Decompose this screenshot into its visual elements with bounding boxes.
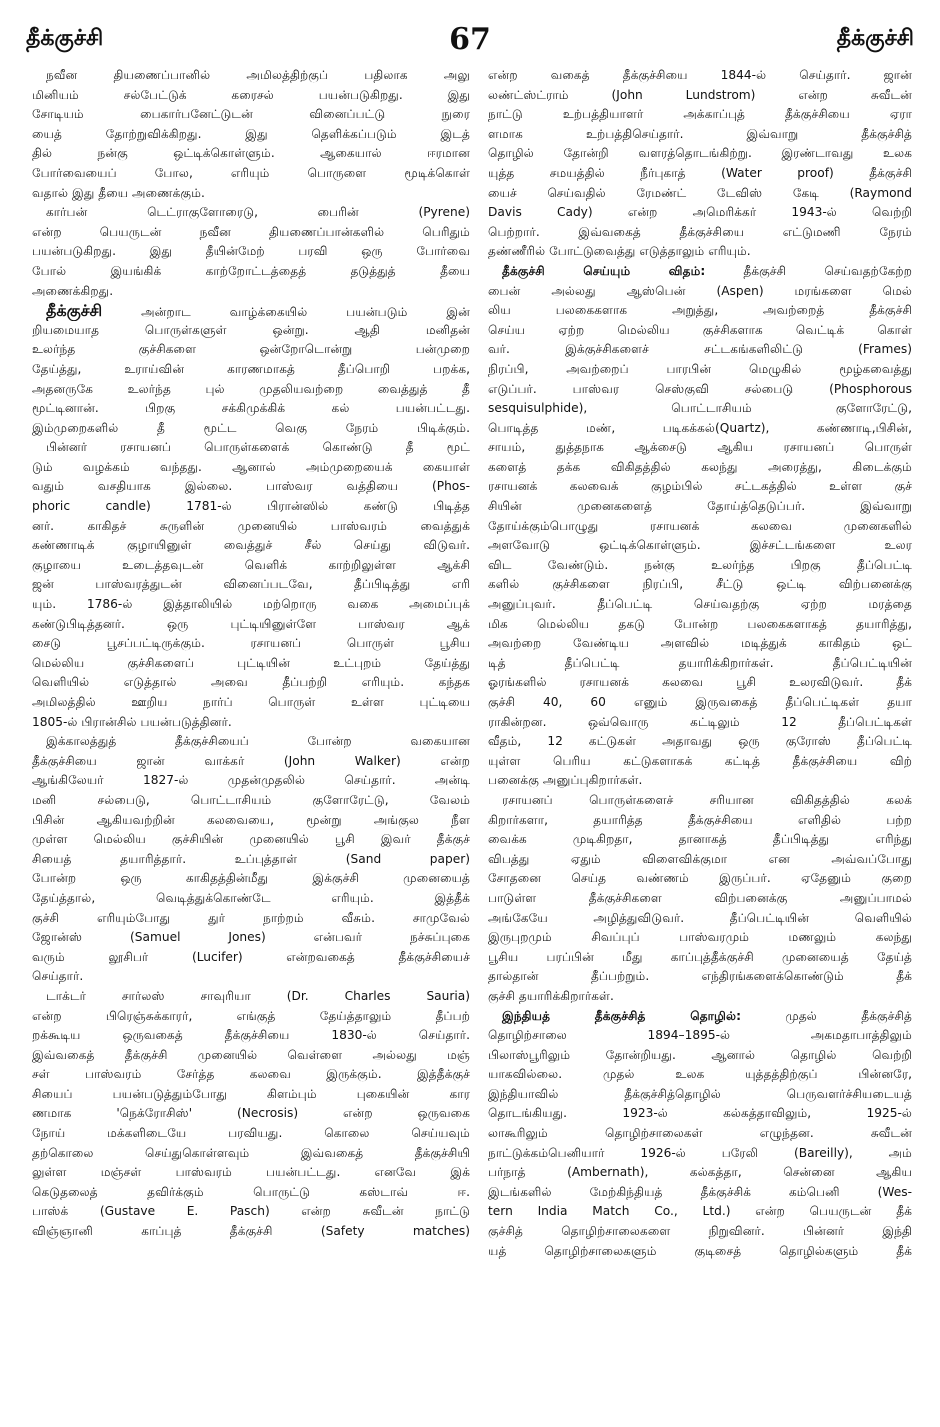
line-text: ஜோன்ஸ் (Samuel Jones) என்பவர் நச்சுப்புகை — [32, 930, 470, 945]
line-text: phoric candle) 1781-ல் பிரான்ஸில் கண்டு பிடித்த — [32, 499, 470, 514]
text-line — [32, 673, 470, 693]
line-text: பூசிய பரப்பின் மீது காப்புத்தீக்குச்சி முனையைத் தேய்த் — [488, 949, 912, 964]
line-text: டாக்டர் சார்லஸ் சாவுரியா (Dr. Charles Sauria) — [46, 988, 470, 1003]
text-line — [488, 262, 912, 282]
text-line — [32, 517, 470, 537]
text-line — [32, 556, 470, 576]
line-text: தீக்குச்சியை ஜான் வாக்கர் (John Walker) என்ற — [32, 753, 470, 768]
text-line — [32, 1183, 470, 1203]
text-line — [32, 380, 470, 400]
text-line — [488, 1144, 912, 1164]
line-text: றியமையாத பொருள்களுள் ஒன்று. ஆதி மனிதன் — [32, 322, 470, 337]
text-line — [32, 850, 470, 870]
line-text: லுள்ள மஞ்சள் பாஸ்வரம் பயன்பட்டது. எனவே இக் — [32, 1165, 470, 1180]
text-line — [488, 1065, 912, 1085]
line-text: பாஸ்க் (Gustave E. Pasch) என்ற சுவீடன் நாட்டு — [32, 1204, 470, 1219]
line-text: ஓரங்களில் ரசாயனக் கலவை பூசி உலரவிடுவர். தீக் — [488, 675, 912, 690]
text-line — [32, 66, 470, 86]
line-text: Davis Cady) என்ற அமெரிக்கர் 1943-ல் வெற்றி — [488, 205, 912, 220]
line-text: யைச் செய்வதில் ரேமண்ட் டேவிஸ் கேடி (Raymond — [488, 185, 912, 200]
line-text: தொழிற்சாலை 1894–1895-ல் அகமதாபாத்திலும் — [488, 1028, 912, 1043]
text-line — [488, 223, 912, 243]
text-line — [32, 1085, 470, 1105]
line-text: ஜன் பாஸ்வரத்துடன் வினைப்படவே, தீப்பிடித்து எரி — [32, 577, 470, 592]
line-text: செய்ய ஏற்ற மெல்லிய குச்சிகளாக வெட்டிக் கொள் — [488, 322, 912, 337]
line-text: நவீன தியணைப்பானில் அமிலத்திற்குப் பதிலாக அலு — [46, 68, 470, 82]
entry-headword: தீக்குச்சி — [46, 301, 103, 321]
line-text: மனி சல்பைடு, பொட்டாசியம் குளோரேட்டு, வேலம் — [32, 792, 470, 807]
text-line — [32, 575, 470, 595]
text-line — [488, 713, 912, 733]
text-line — [32, 184, 470, 204]
text-line — [32, 125, 470, 145]
line-text: களைத் தக்க விகிதத்தில் கலந்து அரைத்து, கிடைக்கும் — [488, 459, 912, 474]
line-text: மெல்லிய குச்சிகளைப் புட்டியின் உட்புறம் தேய்த்து — [32, 655, 470, 670]
text-line — [488, 948, 912, 968]
line-text: முதல் தீக்குச்சித் — [740, 1008, 912, 1023]
text-line — [32, 1065, 470, 1085]
text-line — [32, 811, 470, 831]
line-text: மிக மெல்லிய தகடு போன்ற பலகைகளாகத் தயாரித்து, — [488, 616, 912, 631]
line-text: சைடு பூசப்பட்டிருக்கும். ரசாயனப் பொருள் பூசிய — [32, 636, 470, 651]
line-text: ரசாயனப் பொருள்களைச் சரியான விகிதத்தில் கலக் — [502, 792, 912, 807]
text-line — [32, 1026, 470, 1046]
line-text: றக்கூடிய ஒருவகைத் தீக்குச்சியை 1830-ல் செய்தார். — [32, 1028, 470, 1043]
text-line — [488, 144, 912, 164]
text-line — [32, 693, 470, 713]
text-line — [488, 242, 912, 262]
line-text: இவ்வகைத் தீக்குச்சி முனையில் வெள்ளை அல்லது மஞ் — [32, 1047, 470, 1062]
line-text: லண்ட்ஸ்ட்ராம் (John Lundstrom) என்ற சுவீடன் — [488, 87, 912, 102]
text-line — [32, 242, 470, 262]
page-header — [26, 22, 914, 62]
line-text: உலர்ந்த குச்சிகளை ஒன்றோடொன்று பன்முறை — [32, 342, 470, 357]
text-line — [488, 1163, 912, 1183]
line-text: ணமாக 'நெக்ரோசிஸ்' (Necrosis) என்ற ஒருவகை — [32, 1106, 470, 1121]
line-text: போல் இயங்கிக் காற்றோட்டத்தைத் தடுத்துத் தீயை — [32, 263, 470, 278]
text-line — [32, 1222, 470, 1242]
line-text: பனைக்கு அனுப்புகிறார்கள். — [488, 773, 643, 788]
text-line — [32, 438, 470, 458]
text-line — [488, 184, 912, 204]
text-line — [32, 1046, 470, 1066]
text-line — [488, 869, 912, 889]
line-text: பயன்படுகிறது. இது தீயின்மேற் பரவி ஒரு போர்வை — [32, 244, 470, 259]
line-text: யத் தொழிற்சாலைகளும் குடிசைத் தொழில்களும் தீக் — [488, 1243, 912, 1258]
line-text: யாகவில்லை. முதல் உலக யுத்தத்திற்குப் பின்னரே, — [488, 1067, 912, 1082]
text-line — [32, 752, 470, 772]
text-line — [32, 1007, 470, 1027]
line-text: பர்நாத் (Ambernath), கல்கத்தா, சென்னை ஆகிய — [488, 1165, 912, 1180]
line-text: கார்பன் டெட்ராகுளோரைடு, பைரின் (Pyrene) — [46, 205, 470, 220]
text-line — [488, 1007, 912, 1027]
line-text: களில் குச்சிகளை நிரப்பி, சீட்டு ஒட்டி விற்பனைக்கு — [488, 577, 912, 592]
line-text: sesquisulphide), பொட்டாசியம் குளோரேட்டு, — [488, 401, 912, 416]
line-text: டித் தீப்பெட்டி தயாரிக்கிறார்கள். தீப்பெட்டியின் — [488, 655, 912, 670]
text-line — [32, 967, 470, 987]
line-text: குழாயை உடைத்தவுடன் வெளிக் காற்றிலுள்ள ஆக்சி — [32, 557, 470, 572]
line-text: ஆங்கிலேயர் 1827-ல் முதன்முதலில் செய்தார். அன்டி — [32, 773, 470, 788]
line-text: என்ற வகைத் தீக்குச்சியை 1844-ல் செய்தார். ஜான் — [488, 68, 912, 82]
text-line — [488, 1183, 912, 1203]
text-line — [488, 105, 912, 125]
text-line — [488, 321, 912, 341]
line-text: லாகூரிலும் தொழிற்சாலைகள் எழுந்தன. சுவீடன் — [488, 1126, 912, 1141]
text-line — [488, 987, 912, 1007]
text-line — [32, 713, 470, 733]
line-text: வர். இக்குச்சிகளைச் சட்டகங்களிலிட்டு (Frames) — [488, 342, 912, 357]
line-text: குச்சி எரியும்போது துர் நாற்றம் வீசும். சாமுவேல் — [32, 910, 470, 925]
text-line — [488, 125, 912, 145]
text-line — [32, 1202, 470, 1222]
text-line — [32, 223, 470, 243]
text-line — [488, 301, 912, 321]
line-text: நாட்டுக்கம்பெனியார் 1926-ல் பரேலி (Bareilly), அம் — [488, 1145, 912, 1160]
line-text: யுத்த சமயத்தில் நீர்புகாத் (Water proof) தீக்குச்சி — [488, 165, 912, 180]
line-text: பிசின் ஆகியவற்றின் கலவையை, மூன்று அங்குல நீள — [32, 812, 470, 827]
line-text: வீதம், 12 கட்டுகள் அதாவது ஒரு குரோஸ் தீப்பெட்டி — [488, 734, 912, 749]
text-line — [32, 301, 470, 321]
line-text: லிய பலகைகளாக அறுத்து, அவற்றைத் தீக்குச்சி — [488, 303, 912, 318]
text-line — [488, 673, 912, 693]
line-text: அன்றாட வாழ்க்கையில் பயன்படும் இன் — [102, 305, 470, 320]
text-line — [488, 438, 912, 458]
line-text: தில் நன்கு ஒட்டிக்கொள்ளும். ஆகையால் ஈரமான — [32, 146, 470, 161]
text-line — [488, 477, 912, 497]
text-line — [488, 889, 912, 909]
text-line — [32, 654, 470, 674]
line-text: சியைத் தயாரித்தார். உப்புத்தாள் (Sand paper) — [32, 851, 470, 866]
line-text: கண்டுபிடித்தனர். ஒரு புட்டியினுள்ளே பாஸ்வர ஆக் — [32, 616, 470, 631]
line-text: குச்சி தயாரிக்கிறார்கள். — [488, 988, 614, 1003]
line-text: சாயம், துத்தநாக ஆக்சைடு ஆகிய ரசாயனப் பொருள் — [488, 440, 912, 455]
text-line — [488, 164, 912, 184]
text-line — [488, 86, 912, 106]
line-text: யும். 1786-ல் இத்தாலியில் மற்றொரு வகை அமைப்புக் — [32, 597, 470, 612]
text-line — [488, 458, 912, 478]
line-text: இக்காலத்துத் தீக்குச்சியைப் போன்ற வகையான — [46, 734, 470, 749]
line-text: தால்தான் தீப்பற்றும். எந்திரங்களைக்கொண்டும் தீக் — [488, 969, 912, 984]
line-text: நிரப்பி, அவற்றைப் பாரபின் மெழுகில் மூழ்கவைத்து — [488, 361, 912, 376]
line-text: மூட்டினான். பிறகு சக்கிமுக்கிக் கல் பயன்பட்டது. — [32, 401, 470, 416]
text-line — [488, 1202, 912, 1222]
text-line — [488, 282, 912, 302]
text-line — [488, 830, 912, 850]
text-line — [32, 497, 470, 517]
line-text: கண்ணாடிக் குழாயினுள் வைத்துச் சீல் செய்து விடுவர். — [32, 538, 470, 553]
line-text: எடுப்பர். பாஸ்வர செஸ்குவி சல்பைடு (Phosphorous — [488, 381, 912, 396]
text-line — [488, 654, 912, 674]
text-line — [488, 1242, 912, 1262]
line-text: tern India Match Co., Ltd.) என்ற பெயருடன் தீக் — [488, 1204, 912, 1219]
line-text: விட வேண்டும். நன்கு உலர்ந்த பிறகு தீப்பெட்டி — [488, 557, 912, 572]
text-line — [32, 771, 470, 791]
text-line — [32, 1163, 470, 1183]
line-text: இடங்களில் மேற்கிந்தியத் தீக்குச்சிக் கம்பெனி (Wes- — [488, 1184, 912, 1199]
line-text: தீக்குச்சி செய்வதற்கேற்ற — [705, 263, 912, 278]
text-line — [488, 1026, 912, 1046]
line-text: அங்கேயே அழித்துவிடுவர். தீப்பெட்டியின் வெளியில் — [488, 910, 912, 925]
text-line — [488, 380, 912, 400]
text-line — [488, 967, 912, 987]
left-column — [32, 66, 470, 1242]
page-number: 67 — [449, 22, 491, 57]
line-text: பெற்றார். இவ்வகைத் தீக்குச்சியை எட்டுமணி நேரம் — [488, 224, 912, 239]
text-line — [488, 791, 912, 811]
line-text: வதால் இது தீயை அணைக்கும். — [32, 185, 205, 200]
text-line — [488, 497, 912, 517]
line-text: சள் பாஸ்வரம் சேர்த்த கலவை இருக்கும். இத்தீக்குச் — [32, 1067, 470, 1082]
line-text: தேய்த்தால், வெடித்துக்கொண்டே எரியும். இத்தீக் — [32, 890, 470, 905]
line-text: தண்ணீரில் போட்டுவைத்து எடுத்தாலும் எரியும். — [488, 244, 751, 259]
text-line — [488, 811, 912, 831]
text-line — [488, 1085, 912, 1105]
line-text: அவற்றை வேண்டிய அளவில் மடித்துக் காகிதம் ஒட் — [488, 636, 912, 651]
running-head-right: தீக்குச்சி — [836, 26, 914, 51]
running-head-left: தீக்குச்சி — [26, 26, 104, 51]
text-line — [32, 458, 470, 478]
text-line — [32, 419, 470, 439]
text-line — [32, 360, 470, 380]
text-line — [488, 1222, 912, 1242]
text-line — [488, 850, 912, 870]
line-text: வைக்க முடிகிறதா, தானாகத் தீப்பிடித்து எரிந்து — [488, 832, 912, 847]
section-subheading: இந்தியத் தீக்குச்சித் தொழில்: — [502, 1008, 741, 1023]
line-text: என்ற பிரெஞ்சுக்காரர், எங்குத் தேய்த்தாலும் தீப்பற் — [32, 1008, 470, 1023]
line-text: யுள்ள பெரிய கட்டுகளாகக் கட்டித் தீக்குச்சியை விற் — [488, 753, 912, 768]
line-text: இந்தியாவில் தீக்குச்சித்தொழில் பெருவளர்ச்சியடையத் — [488, 1086, 912, 1101]
line-text: போர்வையைப் போல, எரியும் பொருளை மூடிக்கொள் — [32, 165, 470, 180]
text-line — [488, 595, 912, 615]
line-text: மினியம் சல்பேட்டுக் கரைசல் பயன்படுகிறது. இது — [32, 87, 470, 102]
text-line — [488, 419, 912, 439]
text-line — [488, 1104, 912, 1124]
line-text: அணைக்கிறது. — [32, 283, 114, 298]
text-line — [488, 732, 912, 752]
text-line — [488, 634, 912, 654]
line-text: பைன் அல்லது ஆஸ்பென் (Aspen) மரங்களை மெல் — [488, 283, 912, 298]
text-line — [488, 575, 912, 595]
line-text: விஞ்ஞானி காப்புத் தீக்குச்சி (Safety matches) — [32, 1224, 470, 1239]
text-line — [32, 869, 470, 889]
text-line — [32, 164, 470, 184]
text-line — [488, 1046, 912, 1066]
line-text: னர். காகிதச் சுருளின் முனையில் பாஸ்வரம் வைத்துக் — [32, 518, 470, 533]
line-text: வரும் லூசிபர் (Lucifer) என்றவகைத் தீக்குச்சியைச் — [32, 949, 470, 964]
line-text: சோதனை செய்த வண்ணம் இருப்பர். ஏதேனும் குறை — [488, 871, 912, 886]
text-line — [32, 830, 470, 850]
text-line — [488, 909, 912, 929]
text-line — [32, 536, 470, 556]
text-line — [32, 1144, 470, 1164]
line-text: கெடுதலைத் தவிர்க்கும் பொருட்டு கஸ்டாவ் ஈ. — [32, 1184, 470, 1199]
text-line — [32, 203, 470, 223]
line-text: சோடியம் பைகார்பனேட்டுடன் வினைப்பட்டு நுரை — [32, 107, 470, 122]
line-text: குச்சி 40, 60 எனும் இருவகைத் தீப்பெட்டிகள் தயா — [488, 695, 912, 709]
text-line — [32, 321, 470, 341]
text-line — [32, 399, 470, 419]
line-text: யைத் தோற்றுவிக்கிறது. இது தெளிக்கப்படும் இடத் — [32, 126, 470, 141]
line-text: பாடுள்ள தீக்குச்சிகளை விற்பனைக்கு அனுப்பாமல் — [488, 890, 912, 905]
line-text: முள்ள மெல்லிய குச்சியின் முனையில் பூசி இவர் தீக்குச் — [32, 832, 470, 847]
text-line — [32, 86, 470, 106]
line-text: தேய்த்து, உராய்வின் காரணமாகத் தீப்பொறி பறக்க, — [32, 361, 470, 376]
text-line — [32, 732, 470, 752]
line-text: பின்னர் ரசாயனப் பொருள்களைக் கொண்டு தீ மூட் — [46, 440, 470, 455]
line-text: 1805-ல் பிரான்சில் பயன்படுத்தினர். — [32, 714, 232, 729]
text-line — [32, 634, 470, 654]
text-line — [488, 517, 912, 537]
text-line — [488, 752, 912, 772]
line-text: பொடித்த மண், படிகக்கல்(Quartz), கண்ணாடி,பிசின், — [488, 420, 912, 435]
text-line — [32, 791, 470, 811]
line-text: நோய் மக்களிடையே பரவியது. கொலை செய்யவும் — [32, 1126, 470, 1141]
text-line — [32, 615, 470, 635]
text-line — [488, 360, 912, 380]
text-line — [488, 536, 912, 556]
text-line — [32, 144, 470, 164]
line-text: வெளியில் எடுத்தால் அவை தீப்பற்றி எரியும். கந்தக — [32, 675, 470, 690]
line-text: அதனருகே உலர்ந்த புல் முதலியவற்றை வைத்துத் தீ — [32, 381, 470, 396]
text-line — [32, 595, 470, 615]
text-line — [488, 693, 912, 713]
text-line — [488, 771, 912, 791]
text-line — [32, 1124, 470, 1144]
text-line — [32, 477, 470, 497]
line-text: தொழில் தோன்றி வளரத்தொடங்கிற்று. இரண்டாவது உலக — [488, 146, 912, 161]
text-line — [32, 262, 470, 282]
text-line — [488, 1124, 912, 1144]
text-line — [32, 928, 470, 948]
section-subheading: தீக்குச்சி செய்யும் விதம்: — [502, 263, 706, 278]
right-column — [488, 66, 912, 1261]
line-text: தொடங்கியது. 1923-ல் கல்கத்தாவிலும், 1925-ல் — [488, 1106, 912, 1121]
line-text: என்ற பெயருடன் நவீன தியணைப்பான்களில் பெரிதும் — [32, 224, 470, 239]
line-text: பிலாஸ்பூரிலும் தோன்றியது. ஆனால் தொழில் வெற்றி — [488, 1047, 912, 1062]
line-text: கிறார்களா, தயாரித்த தீக்குச்சியை எளிதில் பற்ற — [488, 812, 912, 827]
line-text: சியைப் பயன்படுத்தும்போது கிளம்பும் புகையின் கார — [32, 1086, 470, 1101]
text-line — [32, 909, 470, 929]
line-text: இருபுறமும் சிவப்புப் பாஸ்வரமும் மணலும் கலந்து — [488, 930, 912, 945]
text-line — [32, 340, 470, 360]
text-line — [488, 203, 912, 223]
line-text: ராகின்றன. ஒவ்வொரு கட்டிலும் 12 தீப்பெட்டிகள் — [488, 714, 912, 729]
text-line — [488, 556, 912, 576]
line-text: தோய்க்கும்பொழுது ரசாயனக் கலவை முனைகளில் — [488, 518, 912, 533]
text-line — [488, 399, 912, 419]
line-text: தற்கொலை செய்துகொள்ளவும் இவ்வகைத் தீக்குச்சியி — [32, 1145, 470, 1160]
text-line — [32, 1104, 470, 1124]
text-line — [32, 282, 470, 302]
text-line — [32, 889, 470, 909]
line-text: ரசாயனக் கலவைக் குழம்பில் சட்டகத்தில் உள்ள குச் — [488, 479, 912, 494]
line-text: வதும் வசதியாக இல்லை. பாஸ்வர வத்தியை (Phos- — [32, 479, 470, 494]
line-text: சியின் முனைகளைத் தோய்த்தெடுப்பர். இவ்வாறு — [488, 499, 912, 514]
line-text: ளமாக உற்பத்திசெய்தார். இவ்வாறு தீக்குச்சித் — [488, 126, 912, 141]
line-text: விபத்து ஏதும் விளைவிக்குமா என அவ்வப்போது — [488, 851, 912, 866]
line-text: செய்தார். — [32, 969, 84, 984]
text-line — [32, 948, 470, 968]
text-line — [488, 340, 912, 360]
text-line — [488, 928, 912, 948]
text-line — [32, 105, 470, 125]
line-text: அளவோடு ஒட்டிக்கொள்ளும். இச்சட்டங்களை உலர — [488, 538, 912, 553]
line-text: டும் வழக்கம் வந்தது. ஆனால் அம்முறையைக் கையாள் — [32, 459, 470, 474]
text-line — [488, 615, 912, 635]
line-text: இம்முறைகளில் தீ மூட்ட வெகு நேரம் பிடிக்கும். — [32, 420, 470, 435]
text-line — [32, 987, 470, 1007]
text-line — [488, 66, 912, 86]
line-text: நாட்டு உற்பத்தியாளர் அக்காப்புத் தீக்குச்சியை ஏரா — [488, 107, 912, 122]
line-text: குச்சித் தொழிற்சாலைகளை நிறுவினர். பின்னர் இந்தி — [488, 1224, 912, 1239]
line-text: அனுப்புவர். தீப்பெட்டி செய்வதற்கு ஏற்ற மரத்தை — [488, 597, 912, 612]
line-text: அமிலத்தில் ஊறிய நார்ப் பொருள் உள்ள புட்டியை — [32, 695, 470, 709]
line-text: போன்ற ஒரு காகிதத்தின்மீது இக்குச்சி முனையைத் — [32, 871, 470, 886]
